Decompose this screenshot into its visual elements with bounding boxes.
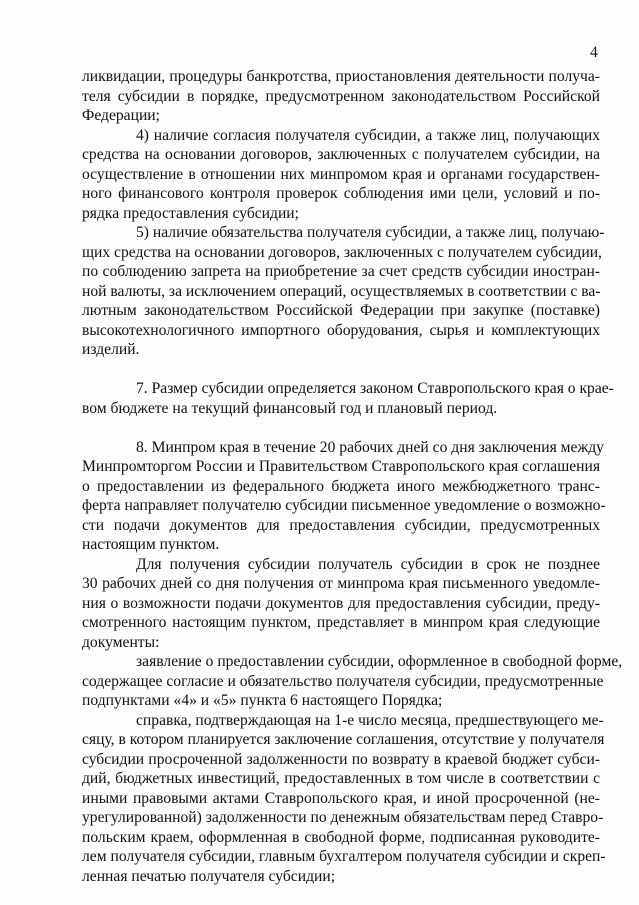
document-body — [82, 67, 623, 886]
text-line: о предоставлении из федерального бюджета иного межбюджетного транс- — [82, 477, 600, 495]
text-line: подпунктами «4» и «5» пункта 6 настоящего Порядка; — [82, 692, 443, 709]
text-line: документы: — [82, 633, 160, 651]
text-line: польским краем, оформленная в свободной форме, подписанная руководите- — [82, 828, 600, 846]
text-line: 30 рабочих дней со дня получения от минпрома края письменного уведомле- — [82, 575, 600, 592]
text-line: сяцу, в котором планируется заключение соглашения, отсутствие у получателя — [82, 731, 605, 748]
text-line: урегулированной) задолженности по денежным обязательствам перед Ставро- — [82, 809, 604, 826]
text-line: теля субсидии в порядке, предусмотренном законодательством Российской — [82, 87, 600, 105]
text-line: дий, бюджетных инвестиций, предоставленных в том числе в соответствии с — [82, 770, 600, 787]
text-line: щих средства на основании договоров, заключенных с получателем субсидии, — [82, 243, 602, 261]
text-line: 4) наличие согласия получателя субсидии, а также лиц, получающих — [136, 126, 600, 144]
text-line: рядка предоставления субсидии; — [82, 204, 299, 222]
page-number: 4 — [590, 44, 598, 61]
text-line: иными правовыми актами Ставропольского края, и иной просроченной (не- — [82, 789, 600, 807]
text-line: по соблюдению запрета на приобретение за счет средств субсидии иностран- — [82, 263, 600, 280]
text-line: содержащее согласие и обязательство получателя субсидии, предусмотренные — [82, 672, 604, 690]
text-line: ния о возможности подачи документов для предоставления субсидии, преду- — [82, 594, 600, 612]
text-line: Минпромторгом России и Правительством Ставропольского края соглашения — [82, 458, 600, 475]
text-line: средства на основании договоров, заключенных с получателем субсидии, на — [82, 146, 600, 163]
text-line: ного финансового контроля проверок соблюдения ими цели, условий и по- — [82, 185, 600, 202]
text-line: осуществление в отношении них минпромом края и органами государствен- — [82, 165, 600, 183]
text-line: лютным законодательством Российской Федерации при закупке (поставке) — [82, 302, 600, 319]
paragraph-gap — [82, 360, 600, 380]
text-line: заявление о предоставлении субсидии, оформленное в свободной форме, — [136, 653, 623, 670]
text-line: ной валюты, за исключением операций, осуществляемых в соответствии с ва- — [82, 282, 601, 300]
text-line: лем получателя субсидии, главным бухгалтером получателя субсидии и скреп- — [82, 848, 606, 865]
paragraph-gap — [82, 418, 600, 438]
text-line: ферта направляет получателю субсидии письменное уведомление о возможно- — [82, 497, 606, 514]
text-line: изделий. — [82, 341, 140, 358]
text-line: 7. Размер субсидии определяется законом Ставропольского края о крае- — [136, 380, 614, 397]
text-line: Федерации; — [82, 107, 160, 124]
text-line: 5) наличие обязательства получателя субсидии, а также лиц, получаю- — [136, 224, 605, 241]
text-line: настоящим пунктом. — [82, 536, 220, 553]
text-line: сти подачи документов для предоставления субсидии, предусмотренных — [82, 516, 600, 534]
text-line: смотренного настоящим пунктом, представляет в минпром края следующие — [82, 614, 600, 631]
text-line: вом бюджете на текущий финансовый год и плановый период. — [82, 399, 498, 417]
text-line: ленная печатью получателя субсидии; — [82, 867, 336, 885]
text-line: субсидии просроченной задолженности по возврату в краевой бюджет субси- — [82, 750, 600, 768]
text-line: Для получения субсидии получатель субсидии в срок не позднее — [136, 555, 600, 573]
text-line: ликвидации, процедуры банкротства, приостановления деятельности получа- — [82, 68, 600, 85]
text-line: справка, подтверждающая на 1-е число месяца, предшествующего ме- — [136, 711, 604, 729]
text-line: 8. Минпром края в течение 20 рабочих дней со дня заключения между — [136, 438, 604, 456]
text-line: высокотехнологичного импортного оборудования, сырья и комплектующих — [82, 321, 600, 339]
